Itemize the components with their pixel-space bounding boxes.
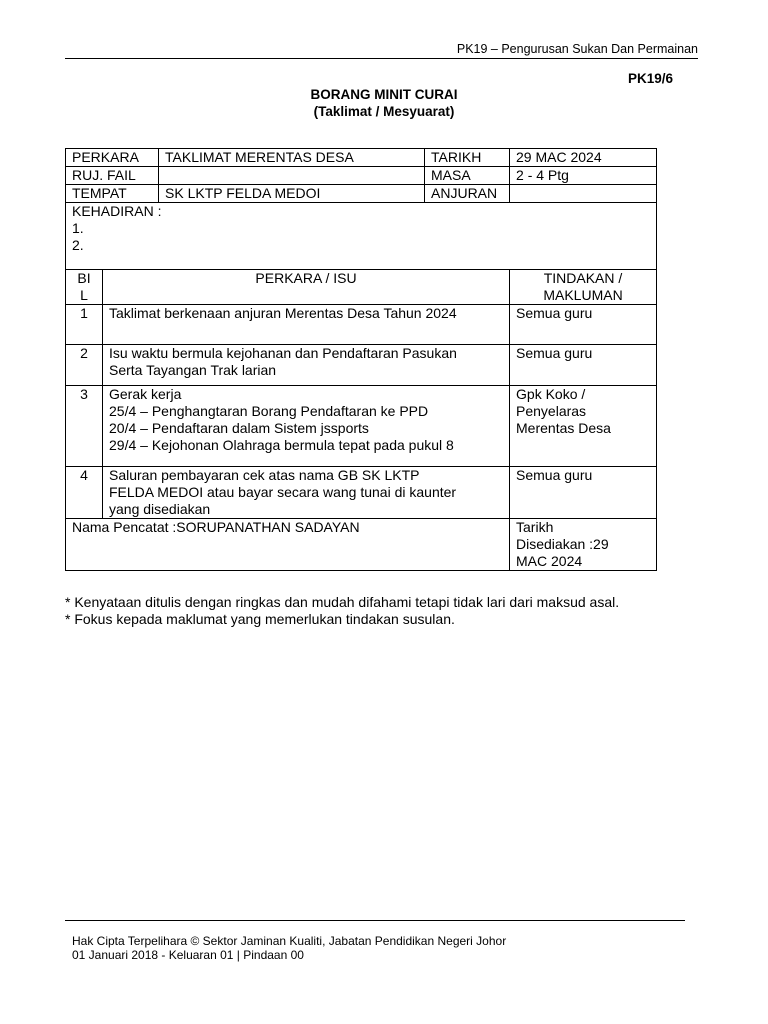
kehadiran-row (66, 203, 657, 270)
table-row (66, 467, 657, 519)
rujfail-value (159, 167, 425, 185)
rujfail-label: RUJ. FAIL (66, 167, 159, 185)
item-isu (103, 305, 510, 345)
item-isu-line: yang disediakan (109, 501, 211, 517)
anjuran-value (510, 185, 657, 203)
document-header-title: PK19 – Pengurusan Sukan Dan Permainan (456, 42, 698, 56)
note-line: * Fokus kepada maklumat yang memerlukan tindakan susulan. (65, 611, 455, 627)
bil-header-line: L (80, 287, 88, 303)
pencatat-cell: Nama Pencatat :SORUPANATHAN SADAYAN (66, 519, 510, 571)
item-bil: 2 (66, 345, 103, 386)
perkara-label: PERKARA (66, 149, 159, 167)
header-divider (65, 58, 698, 59)
info-row-tempat (66, 185, 657, 203)
note-line: * Kenyataan ditulis dengan ringkas dan mudah difahami tetapi tidak lari dari maksud asal. (65, 594, 620, 610)
info-row-rujfail (66, 167, 657, 185)
tindakan-header-line: TINDAKAN / (543, 270, 623, 286)
footer-copyright: Hak Cipta Terpelihara © Sektor Jaminan Kualiti, Jabatan Pendidikan Negeri Johor (72, 934, 507, 948)
masa-value: 2 - 4 Ptg (510, 167, 657, 185)
kehadiran-cell (66, 203, 657, 270)
tarikh-disediakan-cell (510, 519, 657, 571)
form-subtitle: (Taklimat / Mesyuarat) (313, 104, 455, 119)
item-isu (103, 386, 510, 467)
item-isu-line: 20/4 – Pendaftaran dalam Sistem jssports (109, 420, 369, 436)
item-isu (103, 467, 510, 519)
item-tindakan-line: Semua guru (516, 305, 593, 321)
item-tindakan-line: Penyelaras (516, 403, 587, 419)
kehadiran-item: 2. (72, 237, 84, 253)
item-tindakan-line: Gpk Koko / (516, 386, 586, 402)
signoff-row (66, 519, 657, 571)
info-row-perkara (66, 149, 657, 167)
notes-block (65, 594, 619, 628)
tempat-value: SK LKTP FELDA MEDOI (159, 185, 425, 203)
footer-revision: 01 Januari 2018 - Keluaran 01 | Pindaan 00 (72, 948, 304, 962)
kehadiran-label: KEHADIRAN : (72, 203, 162, 219)
tindakan-header-line: MAKLUMAN (543, 287, 623, 303)
item-isu-line: Serta Tayangan Trak larian (109, 362, 277, 378)
tarikh-label: TARIKH (425, 149, 510, 167)
item-isu-line: Taklimat berkenaan anjuran Merentas Desa Tahun 2024 (109, 305, 457, 321)
item-tindakan-line: Merentas Desa (516, 420, 611, 436)
tarikh-disediakan-line: Tarikh (516, 519, 554, 535)
tarikh-disediakan-line: Disediakan :29 (516, 536, 609, 552)
item-isu-line: 25/4 – Penghangtaran Borang Pendaftaran ke PPD (109, 403, 429, 419)
item-bil: 3 (66, 386, 103, 467)
item-tindakan (510, 345, 657, 386)
item-isu-line: 29/4 – Kejohonan Olahraga bermula tepat pada pukul 8 (109, 437, 454, 453)
table-row (66, 305, 657, 345)
item-bil: 4 (66, 467, 103, 519)
bil-header (66, 270, 103, 305)
tindakan-header (510, 270, 657, 305)
masa-label: MASA (425, 167, 510, 185)
tarikh-disediakan-line: MAC 2024 (516, 553, 583, 569)
tarikh-value: 29 MAC 2024 (510, 149, 657, 167)
item-isu (103, 345, 510, 386)
item-isu-line: FELDA MEDOI atau bayar secara wang tunai di kaunter (109, 484, 457, 500)
item-tindakan (510, 305, 657, 345)
form-code: PK19/6 (627, 71, 673, 86)
kehadiran-item: 1. (72, 220, 84, 236)
minutes-form-table (65, 148, 657, 571)
anjuran-label: ANJURAN (425, 185, 510, 203)
item-isu-line: Isu waktu bermula kejohanan dan Pendaftaran Pasukan (109, 345, 457, 361)
item-tindakan-line: Semua guru (516, 467, 593, 483)
document-footer (72, 934, 506, 962)
item-tindakan-line: Semua guru (516, 345, 593, 361)
isu-header: PERKARA / ISU (103, 270, 510, 305)
table-row (66, 386, 657, 467)
table-row (66, 345, 657, 386)
footer-divider (65, 920, 685, 921)
form-title: BORANG MINIT CURAI (310, 87, 458, 102)
tempat-label: TEMPAT (66, 185, 159, 203)
perkara-value: TAKLIMAT MERENTAS DESA (159, 149, 425, 167)
bil-header-line: BI (77, 270, 91, 286)
item-bil: 1 (66, 305, 103, 345)
item-tindakan (510, 386, 657, 467)
item-isu-line: Gerak kerja (109, 386, 182, 402)
item-isu-line: Saluran pembayaran cek atas nama GB SK LKTP (109, 467, 420, 483)
item-tindakan (510, 467, 657, 519)
column-header-row (66, 270, 657, 305)
